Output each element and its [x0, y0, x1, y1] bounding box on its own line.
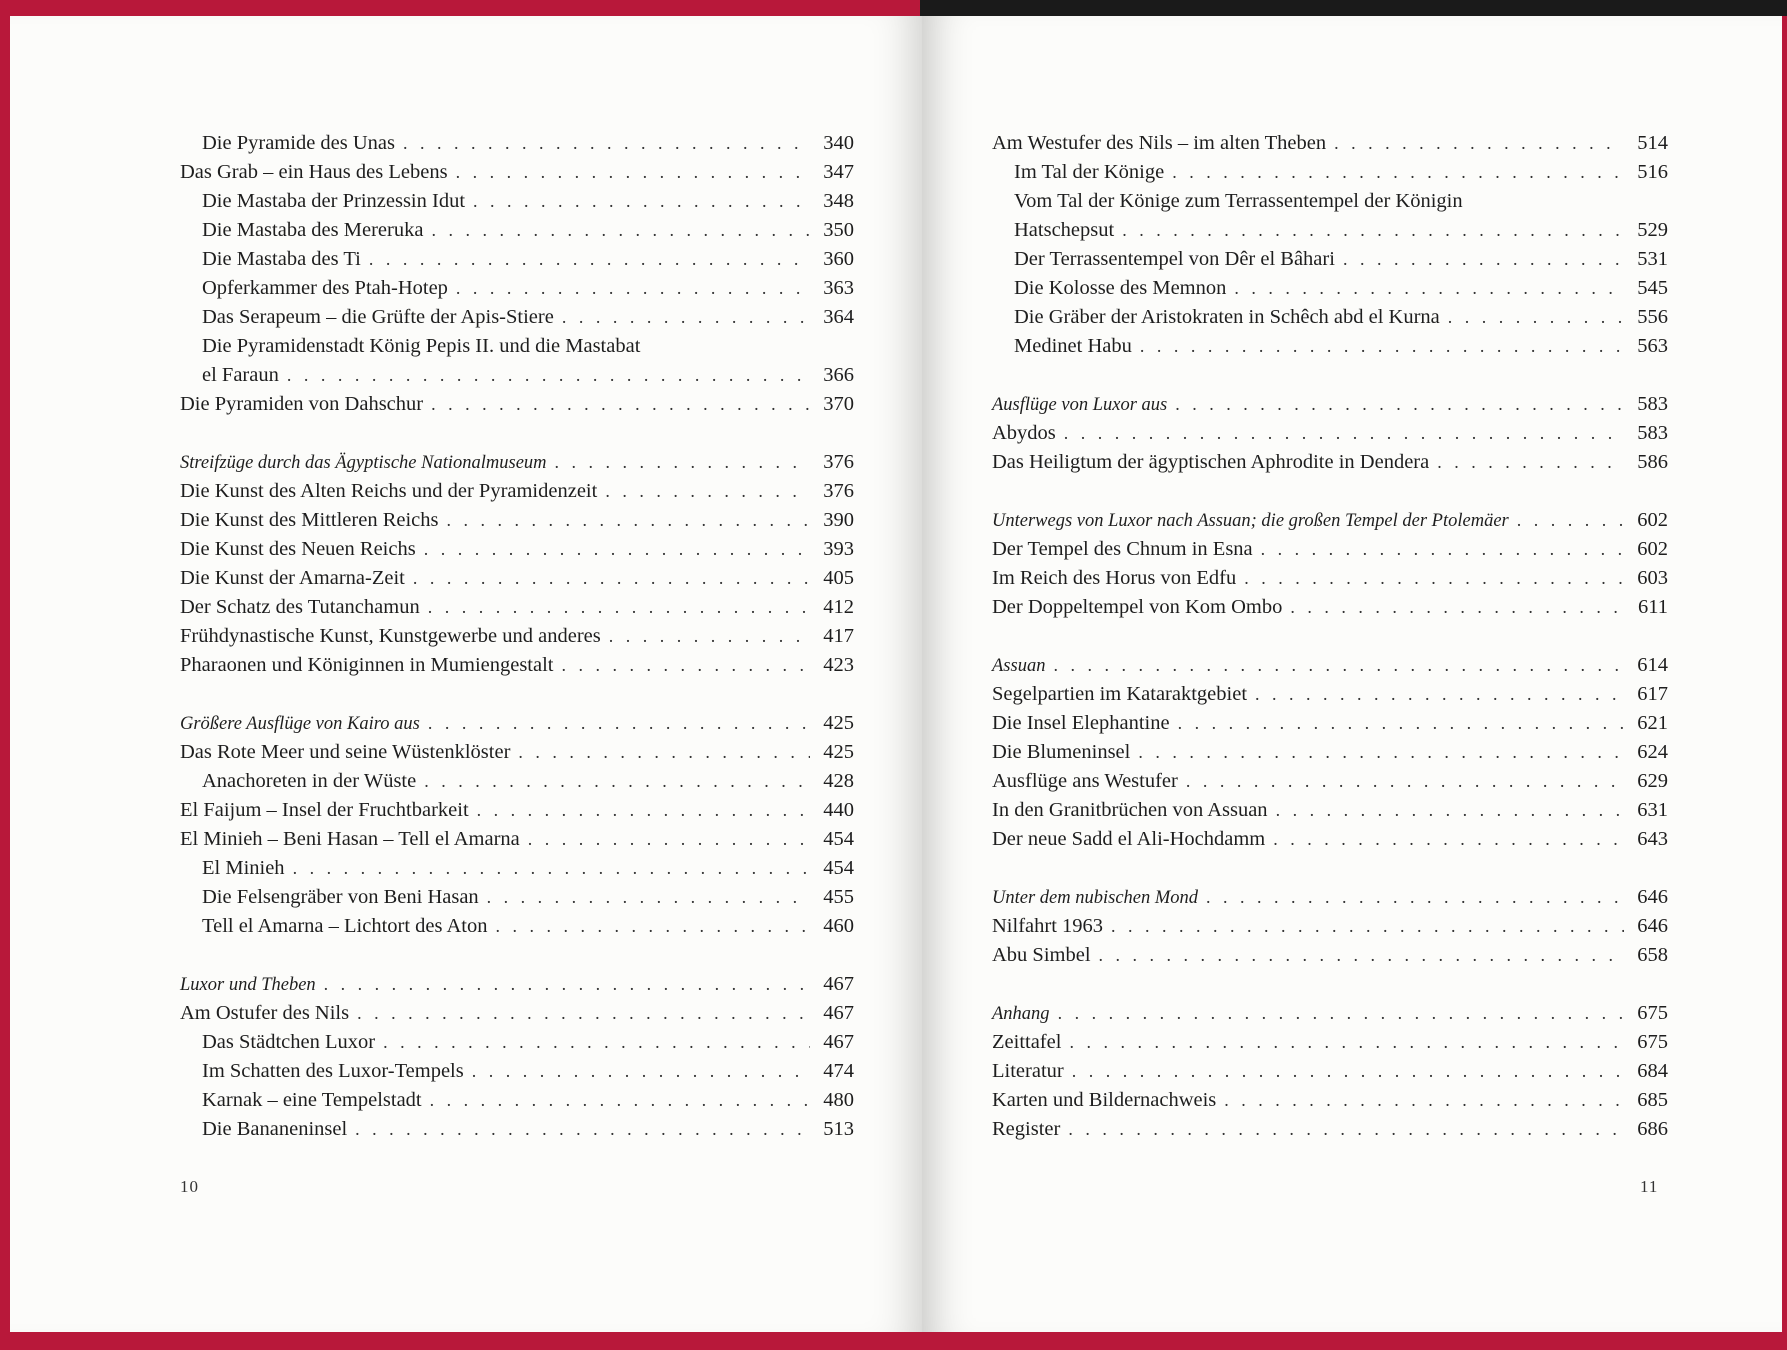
toc-entry-page: 646: [1637, 886, 1668, 908]
toc-entry-title: Frühdynastische Kunst, Kunstgewerbe und anderes: [180, 625, 601, 647]
dot-leader: [456, 274, 810, 303]
toc-entry-title: Assuan: [992, 656, 1046, 676]
toc-entry-page: 631: [1637, 799, 1668, 821]
toc-entry: [180, 854, 854, 883]
toc-entry: [992, 593, 1668, 622]
page-number: 11: [1640, 1177, 1659, 1196]
toc-entry-title: Anachoreten in der Wüste: [202, 770, 417, 792]
toc-entry-page: 455: [823, 886, 854, 908]
toc-entry: [992, 999, 1668, 1028]
dot-leader: [1140, 332, 1624, 361]
toc-entry-title: Luxor und Theben: [180, 975, 316, 995]
toc-entry: [992, 419, 1668, 448]
toc-entry: [180, 622, 854, 651]
toc-entry: [992, 535, 1668, 564]
book-cover-edge: [920, 0, 1787, 16]
toc-entry-title: Das Grab – ein Haus des Lebens: [180, 161, 448, 183]
dot-leader: [403, 129, 810, 158]
dot-leader: [1069, 1028, 1624, 1057]
toc-entry-title: Die Pyramiden von Dahschur: [180, 393, 424, 415]
toc-entry: [992, 303, 1668, 332]
toc-entry-title: Zeittafel: [992, 1031, 1062, 1053]
toc-entry-title: Literatur: [992, 1060, 1064, 1082]
dot-leader: [487, 883, 810, 912]
toc-entry-title: Segelpartien im Kataraktgebiet: [992, 683, 1248, 705]
toc-entry-page: 556: [1637, 306, 1668, 328]
toc-entry-title: Karnak – eine Tempelstadt: [202, 1089, 422, 1111]
page-number: 10: [180, 1177, 199, 1196]
toc-entry-title: Die Mastaba des Ti: [202, 248, 361, 270]
toc-entry: [992, 709, 1668, 738]
dot-leader: [1122, 216, 1624, 245]
toc-entry-title: Die Mastaba des Mereruka: [202, 219, 424, 241]
toc-entry-page: 516: [1637, 161, 1668, 183]
toc-entry-title: Am Westufer des Nils – im alten Theben: [992, 132, 1327, 154]
dot-leader: [324, 970, 810, 999]
toc-entry: [992, 1115, 1668, 1144]
toc-entry-page: 514: [1637, 132, 1668, 154]
toc-entry-page: 531: [1637, 248, 1668, 270]
toc-entry-title: Der Terrassentempel von Dêr el Bâhari: [1014, 248, 1335, 270]
toc-entry-title: Das Städtchen Luxor: [202, 1031, 376, 1053]
toc-entry: [992, 129, 1668, 158]
toc-entry-page: 376: [823, 480, 854, 502]
toc-entry-title: El Minieh – Beni Hasan – Tell el Amarna: [180, 828, 520, 850]
toc-entry-page: 602: [1637, 509, 1668, 531]
dot-leader: [431, 390, 810, 419]
toc-entry-page: 428: [823, 770, 854, 792]
toc-entry-title: Die Kunst des Mittleren Reichs: [180, 509, 439, 531]
toc-entry-page: 614: [1637, 654, 1668, 676]
toc-entry: [992, 941, 1668, 970]
dot-leader: [446, 506, 810, 535]
toc-entry-page: 583: [1637, 422, 1668, 444]
toc-entry-title-continued: Hatschepsut: [1014, 219, 1115, 241]
dot-leader: [1138, 738, 1624, 767]
toc-entry: [180, 187, 854, 216]
toc-entry-page: 454: [823, 828, 854, 850]
toc-entry: [992, 912, 1668, 941]
toc-entry: [992, 158, 1668, 187]
toc-entry-page: 405: [823, 567, 854, 589]
toc-entry-page: 417: [823, 625, 854, 647]
toc-entry: [180, 767, 854, 796]
dot-leader: [1334, 129, 1624, 158]
toc-entry: [180, 245, 854, 274]
toc-entry-page: 340: [823, 132, 854, 154]
toc-entry-title: Größere Ausflüge von Kairo aus: [180, 714, 420, 734]
toc-entry-page: 624: [1637, 741, 1668, 763]
toc-entry-title: Pharaonen und Königinnen in Mumiengestalt: [180, 654, 554, 676]
dot-leader: [609, 622, 810, 651]
toc-entry: [992, 448, 1668, 477]
toc-entry-page: 621: [1637, 712, 1668, 734]
toc-entry: [180, 564, 854, 593]
toc-entry: [180, 825, 854, 854]
toc-entry: [992, 1028, 1668, 1057]
dot-leader: [1172, 158, 1624, 187]
dot-leader: [1234, 274, 1624, 303]
toc-entry: [992, 738, 1668, 767]
toc-entry: [992, 245, 1668, 274]
toc-entry-title: Der Schatz des Tutanchamun: [180, 596, 420, 618]
toc-entry: [992, 680, 1668, 709]
toc-entry-title: Die Kunst des Alten Reichs und der Pyramidenzeit: [180, 480, 598, 502]
toc-entry-page: 513: [823, 1118, 854, 1140]
dot-leader: [1058, 999, 1624, 1028]
toc-entry-page: 684: [1637, 1060, 1668, 1082]
toc-entry-title: Opferkammer des Ptah-Hotep: [202, 277, 448, 299]
toc-entry-title: Der neue Sadd el Ali-Hochdamm: [992, 828, 1266, 850]
toc-entry-page: 646: [1637, 915, 1668, 937]
dot-leader: [1175, 390, 1624, 419]
toc-entry-page: 425: [823, 712, 854, 734]
toc-entry-title: Im Tal der Könige: [1014, 161, 1165, 183]
toc-entry-continuation: [992, 216, 1668, 245]
dot-leader: [528, 825, 810, 854]
dot-leader: [1517, 506, 1624, 535]
dot-leader: [287, 361, 810, 390]
toc-entry-title: Die Mastaba der Prinzessin Idut: [202, 190, 466, 212]
left-page: [10, 16, 922, 1332]
toc-entry-title: Die Bananeninsel: [202, 1118, 348, 1140]
dot-leader: [477, 796, 810, 825]
dot-leader: [355, 1115, 810, 1144]
toc-entry-title: Register: [992, 1118, 1061, 1140]
dot-leader: [383, 1028, 810, 1057]
dot-leader: [1206, 883, 1624, 912]
toc-entry-title: Medinet Habu: [1014, 335, 1132, 357]
toc-entry-title: Die Felsengräber von Beni Hasan: [202, 886, 479, 908]
dot-leader: [424, 535, 810, 564]
toc-entry-page: 440: [823, 799, 854, 821]
dot-leader: [472, 1057, 810, 1086]
dot-leader: [1276, 796, 1624, 825]
dot-leader: [428, 709, 810, 738]
toc-entry-title: Die Kunst der Amarna-Zeit: [180, 567, 405, 589]
dot-leader: [473, 187, 810, 216]
toc-entry: [992, 564, 1668, 593]
toc-entry: [180, 216, 854, 245]
toc-entry: [180, 796, 854, 825]
toc-entry: [180, 535, 854, 564]
toc-entry-title: Das Heiligtum der ägyptischen Aphrodite in Dendera: [992, 451, 1430, 473]
dot-leader: [1261, 535, 1624, 564]
toc-entry-title: Die Kolosse des Memnon: [1014, 277, 1227, 299]
toc-entry: [992, 1086, 1668, 1115]
toc-entry-page: 423: [823, 654, 854, 676]
toc-entry: [180, 593, 854, 622]
toc-entry-title: Die Kunst des Neuen Reichs: [180, 538, 416, 560]
toc-entry: [180, 477, 854, 506]
toc-entry: [180, 709, 854, 738]
toc-entry-title: Ausflüge ans Westufer: [992, 770, 1178, 792]
toc-entry-title: In den Granitbrüchen von Assuan: [992, 799, 1268, 821]
dot-leader: [1290, 593, 1624, 622]
dot-leader: [424, 767, 810, 796]
toc-entry-page: 360: [823, 248, 854, 270]
toc-entry-page: 412: [823, 596, 854, 618]
toc-entry-title: Die Gräber der Aristokraten in Schêch abd el Kurna: [1014, 306, 1440, 328]
dot-leader: [413, 564, 810, 593]
toc-entry-page: 643: [1637, 828, 1668, 850]
toc-entry-page: 370: [823, 393, 854, 415]
dot-leader: [1072, 1057, 1624, 1086]
toc-entry-title: Das Rote Meer und seine Wüstenklöster: [180, 741, 511, 763]
toc-entry-page: 529: [1637, 219, 1668, 241]
toc-entry-page: 390: [823, 509, 854, 531]
toc-entry-title: Die Pyramide des Unas: [202, 132, 395, 154]
dot-leader: [1053, 651, 1624, 680]
dot-leader: [1244, 564, 1624, 593]
toc-entry: [180, 506, 854, 535]
toc-entry-title: Die Blumeninsel: [992, 741, 1131, 763]
toc-entry: [180, 999, 854, 1028]
dot-leader: [456, 158, 810, 187]
toc-entry-title: El Faijum – Insel der Fruchtbarkeit: [180, 799, 469, 821]
dot-leader: [562, 651, 811, 680]
toc-entry: [180, 970, 854, 999]
toc-entry-page: 460: [823, 915, 854, 937]
toc-entry-page: 685: [1637, 1089, 1668, 1111]
toc-entry: [992, 506, 1668, 535]
toc-entry-title: Der Tempel des Chnum in Esna: [992, 538, 1253, 560]
toc-entry-page: 629: [1637, 770, 1668, 792]
toc-entry-page: 602: [1637, 538, 1668, 560]
toc-entry-page: 474: [823, 1060, 854, 1082]
toc-entry-title: Im Reich des Horus von Edfu: [992, 567, 1237, 589]
toc-entry: [180, 129, 854, 158]
dot-leader: [1255, 680, 1624, 709]
toc-entry-page: 467: [823, 1002, 854, 1024]
toc-entry-title: Ausflüge von Luxor aus: [992, 395, 1168, 415]
toc-entry-title: Tell el Amarna – Lichtort des Aton: [202, 915, 488, 937]
toc-entry-title: Abydos: [992, 422, 1056, 444]
toc-entry-title: Die Pyramidenstadt König Pepis II. und die Mastabat: [202, 335, 641, 357]
toc-entry-page: 364: [823, 306, 854, 328]
toc-entry: [992, 390, 1668, 419]
toc-entry: [180, 1057, 854, 1086]
toc-entry-title: Unter dem nubischen Mond: [992, 888, 1199, 908]
toc-entry: [180, 448, 854, 477]
toc-entry-title: Im Schatten des Luxor-Tempels: [202, 1060, 464, 1082]
toc-entry-page: 563: [1637, 335, 1668, 357]
dot-leader: [369, 245, 810, 274]
toc-entry: [180, 1028, 854, 1057]
toc-entry-page: 425: [823, 741, 854, 763]
toc-entry-title: Die Insel Elephantine: [992, 712, 1170, 734]
dot-leader: [562, 303, 810, 332]
toc-entry-page: 454: [823, 857, 854, 879]
toc-entry: [992, 1057, 1668, 1086]
toc-entry-page: 363: [823, 277, 854, 299]
toc-entry-title: Am Ostufer des Nils: [180, 1002, 350, 1024]
dot-leader: [1068, 1115, 1624, 1144]
toc-entry-page: 658: [1637, 944, 1668, 966]
toc-entry: [180, 912, 854, 941]
toc-entry-title: Unterwegs von Luxor nach Assuan; die großen Tempel der Ptolemäer: [992, 511, 1509, 531]
toc-entry: [992, 651, 1668, 680]
toc-entry-title: Vom Tal der Könige zum Terrassentempel der Königin: [1014, 190, 1463, 212]
toc-entry: [992, 767, 1668, 796]
dot-leader: [1186, 767, 1624, 796]
toc-entry-page: 347: [823, 161, 854, 183]
dot-leader: [357, 999, 810, 1028]
toc-entry-page: 467: [823, 973, 854, 995]
toc-entry: [180, 158, 854, 187]
toc-entry-title: Anhang: [992, 1004, 1050, 1024]
dot-leader: [1224, 1086, 1624, 1115]
toc-entry-title: Der Doppeltempel von Kom Ombo: [992, 596, 1283, 618]
toc-entry-title-continued: el Faraun: [202, 364, 279, 386]
dot-leader: [496, 912, 811, 941]
toc-entry-page: 617: [1637, 683, 1668, 705]
toc-list-left: [180, 129, 854, 1144]
dot-leader: [1273, 825, 1624, 854]
right-page: [922, 16, 1782, 1332]
dot-leader: [430, 1086, 810, 1115]
dot-leader: [1111, 912, 1624, 941]
toc-entry-page: 376: [823, 451, 854, 473]
toc-entry-continuation: [180, 361, 854, 390]
toc-entry: [180, 738, 854, 767]
dot-leader: [555, 448, 810, 477]
toc-entry-page: 586: [1637, 451, 1668, 473]
toc-entry-page: 583: [1637, 393, 1668, 415]
dot-leader: [1064, 419, 1624, 448]
toc-entry: [180, 332, 854, 361]
toc-entry: [180, 303, 854, 332]
toc-entry: [180, 1115, 854, 1144]
toc-entry-title: Streifzüge durch das Ägyptische Nationalmuseum: [180, 453, 547, 473]
toc-entry: [180, 1086, 854, 1115]
toc-entry-title: El Minieh: [202, 857, 285, 879]
dot-leader: [293, 854, 810, 883]
toc-entry-page: 545: [1637, 277, 1668, 299]
toc-entry-title: Das Serapeum – die Grüfte der Apis-Stiere: [202, 306, 554, 328]
toc-entry-page: 675: [1637, 1002, 1668, 1024]
dot-leader: [1343, 245, 1624, 274]
toc-list-right: [992, 129, 1668, 1144]
toc-entry: [992, 825, 1668, 854]
toc-entry-page: 366: [823, 364, 854, 386]
toc-entry-title: Karten und Bildernachweis: [992, 1089, 1217, 1111]
dot-leader: [1448, 303, 1624, 332]
dot-leader: [1178, 709, 1624, 738]
toc-entry-page: 348: [823, 190, 854, 212]
toc-entry: [180, 883, 854, 912]
toc-entry-title: Abu Simbel: [992, 944, 1091, 966]
toc-entry: [180, 390, 854, 419]
toc-entry: [992, 796, 1668, 825]
dot-leader: [518, 738, 810, 767]
dot-leader: [428, 593, 810, 622]
toc-entry: [180, 274, 854, 303]
toc-entry-page: 675: [1637, 1031, 1668, 1053]
toc-entry-page: 603: [1637, 567, 1668, 589]
toc-entry-page: 467: [823, 1031, 854, 1053]
toc-entry-page: 350: [823, 219, 854, 241]
toc-entry: [180, 651, 854, 680]
toc-entry: [992, 187, 1668, 216]
toc-entry: [992, 883, 1668, 912]
toc-entry-page: 611: [1638, 596, 1668, 618]
dot-leader: [431, 216, 810, 245]
toc-entry-page: 480: [823, 1089, 854, 1111]
dot-leader: [1437, 448, 1624, 477]
dot-leader: [605, 477, 810, 506]
toc-entry-page: 686: [1637, 1118, 1668, 1140]
toc-entry-page: 393: [823, 538, 854, 560]
dot-leader: [1099, 941, 1624, 970]
toc-entry: [992, 332, 1668, 361]
toc-entry: [992, 274, 1668, 303]
toc-entry-title: Nilfahrt 1963: [992, 915, 1104, 937]
